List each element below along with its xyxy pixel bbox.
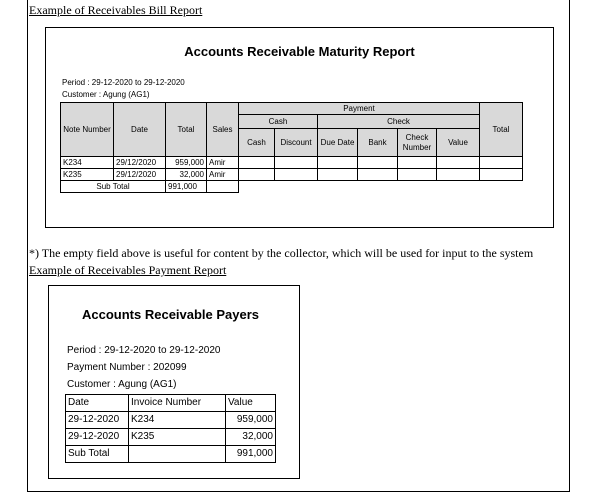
bill-report-caption: Example of Receivables Bill Report: [29, 3, 203, 17]
th-due-date: Due Date: [318, 129, 358, 157]
th-bank: Bank: [358, 129, 398, 157]
th-discount: Discount: [275, 129, 318, 157]
cell-sales: Amir: [207, 169, 239, 181]
th-total: Total: [166, 103, 207, 157]
subtotal-value: 991,000: [166, 181, 207, 193]
cell-empty[interactable]: [239, 169, 275, 181]
th-total-right: Total: [480, 103, 523, 157]
payment-table: [65, 394, 276, 463]
bill-period: Period : 29-12-2020 to 29-12-2020: [62, 78, 185, 87]
table-header-row: [66, 395, 276, 412]
collector-note: *) The empty field above is useful for content by the collector, which will be used for input to the system: [29, 246, 534, 260]
cell-total: 32,000: [166, 169, 207, 181]
cell-value: 32,000: [226, 429, 276, 446]
payment-report-title: Accounts Receivable Payers: [82, 307, 260, 322]
subtotal-row: [61, 181, 523, 193]
cell-sales: Amir: [207, 157, 239, 169]
th-note-number: Note Number: [61, 103, 114, 157]
cell-empty[interactable]: [318, 157, 358, 169]
subtotal-label: Sub Total: [66, 446, 129, 463]
cell-empty[interactable]: [318, 169, 358, 181]
th-sales: Sales: [207, 103, 239, 157]
cell-date: 29/12/2020: [114, 157, 166, 169]
subtotal-label: Sub Total: [61, 181, 166, 193]
th-cash-group: Cash: [239, 115, 318, 129]
cell-note: K234: [61, 157, 114, 169]
cell-total: 959,000: [166, 157, 207, 169]
th-value: Value: [437, 129, 480, 157]
cell-date: 29-12-2020: [66, 429, 129, 446]
table-row: [66, 412, 276, 429]
cell-empty[interactable]: [480, 169, 523, 181]
cell-invoice: K234: [129, 412, 226, 429]
cell-empty[interactable]: [358, 169, 398, 181]
cell-invoice: K235: [129, 429, 226, 446]
cell-empty[interactable]: [358, 157, 398, 169]
th-cash: Cash: [239, 129, 275, 157]
cell-empty[interactable]: [437, 169, 480, 181]
cell-empty[interactable]: [275, 157, 318, 169]
cell-value: 959,000: [226, 412, 276, 429]
cell-date: 29-12-2020: [66, 412, 129, 429]
cell-empty[interactable]: [480, 157, 523, 169]
table-row: [61, 169, 523, 181]
bill-report-box: [45, 27, 554, 228]
payment-number: Payment Number : 202099: [67, 362, 187, 373]
th-check-group: Check: [318, 115, 480, 129]
payment-customer: Customer : Agung (AG1): [67, 379, 177, 390]
th-date: Date: [114, 103, 166, 157]
th-check-number: Check Number: [398, 129, 437, 157]
bill-report-title: Accounts Receivable Maturity Report: [184, 44, 415, 59]
cell-empty[interactable]: [275, 169, 318, 181]
table-row: [61, 157, 523, 169]
cell-date: 29/12/2020: [114, 169, 166, 181]
payment-report-caption: Example of Receivables Payment Report: [29, 263, 227, 277]
th-date: Date: [66, 395, 129, 412]
bill-table: [60, 102, 523, 193]
cell-empty: [207, 181, 239, 193]
table-row: [66, 429, 276, 446]
cell-note: K235: [61, 169, 114, 181]
cell-empty[interactable]: [398, 169, 437, 181]
th-value: Value: [226, 395, 276, 412]
subtotal-row: [66, 446, 276, 463]
bill-customer: Customer : Agung (AG1): [62, 90, 150, 99]
payment-report-box: [48, 285, 300, 479]
payment-period: Period : 29-12-2020 to 29-12-2020: [67, 345, 221, 356]
cell-empty: [129, 446, 226, 463]
cell-empty[interactable]: [239, 157, 275, 169]
th-invoice-number: Invoice Number: [129, 395, 226, 412]
cell-empty[interactable]: [398, 157, 437, 169]
th-payment: Payment: [239, 103, 480, 115]
cell-empty[interactable]: [437, 157, 480, 169]
subtotal-value: 991,000: [226, 446, 276, 463]
